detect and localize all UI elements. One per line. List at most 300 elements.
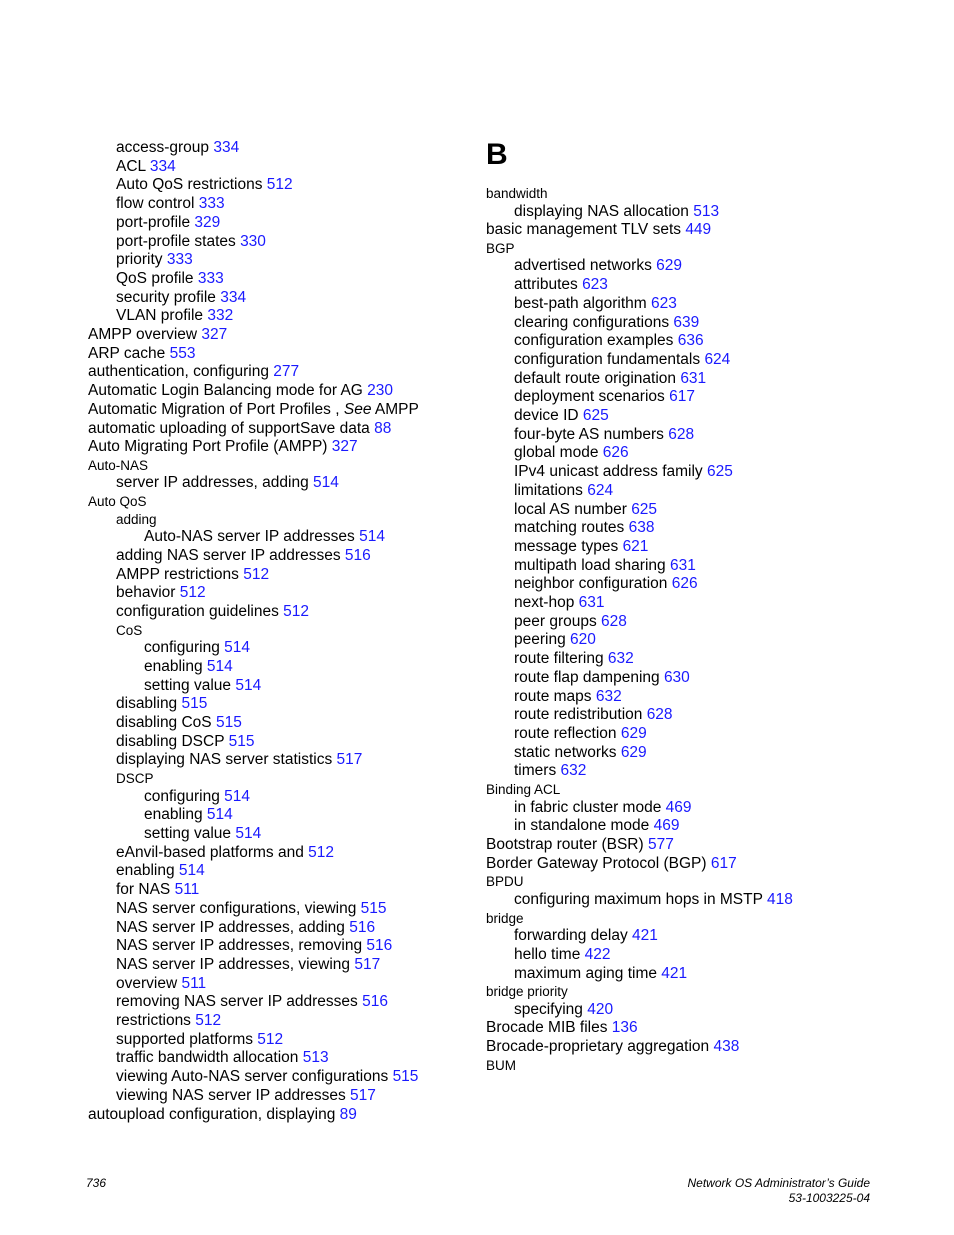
page-link[interactable]: 628 <box>668 425 695 443</box>
page-link[interactable]: 624 <box>587 481 614 499</box>
page-link[interactable]: 514 <box>224 787 251 805</box>
index-entry <box>486 594 916 613</box>
index-entry <box>88 1106 468 1125</box>
index-entry <box>88 307 468 326</box>
page-link[interactable]: 514 <box>235 825 262 842</box>
page-link[interactable]: 514 <box>359 528 385 546</box>
entry-text: timers <box>514 762 561 780</box>
section-letter-heading: B <box>486 138 508 171</box>
page-number: 736 <box>86 1176 107 1190</box>
page-link[interactable]: 623 <box>651 294 677 312</box>
page-link[interactable]: 511 <box>174 881 200 899</box>
page-link[interactable]: 422 <box>584 945 611 963</box>
index-subheading <box>88 770 468 788</box>
entry-text: removing NAS server IP addresses <box>116 993 363 1011</box>
see-target: AMPP <box>371 400 419 418</box>
entry-text: flow control <box>116 195 199 213</box>
entry-text: peering <box>514 631 571 649</box>
entry-text: configuration fundamentals <box>514 350 705 368</box>
index-entry <box>88 1031 468 1050</box>
entry-text: local AS number <box>514 500 632 518</box>
entry-text: server IP addresses, adding <box>116 474 314 492</box>
page-link[interactable]: 639 <box>673 313 700 331</box>
page-link[interactable]: 514 <box>235 676 262 694</box>
entry-text: setting value <box>144 676 236 694</box>
index-entry <box>88 270 468 289</box>
entry-text: Border Gateway Protocol (BGP) <box>486 854 711 872</box>
see-reference: See <box>343 400 372 418</box>
entry-text: Automatic Migration of Port Profiles , <box>88 400 344 418</box>
index-entry <box>486 650 916 669</box>
page-link[interactable]: 516 <box>344 546 371 564</box>
page-link[interactable]: 517 <box>336 751 363 769</box>
page-link[interactable]: 334 <box>220 288 247 306</box>
entry-text: default route origination <box>514 369 681 387</box>
index-entry <box>88 844 468 863</box>
page-link[interactable]: 629 <box>620 743 647 761</box>
page-link[interactable]: 469 <box>653 817 680 835</box>
entry-text: device ID <box>514 407 583 425</box>
index-entry <box>486 965 916 984</box>
page-link[interactable]: 327 <box>201 326 228 344</box>
index-entry <box>88 214 468 233</box>
page-link[interactable]: 330 <box>240 232 266 250</box>
page-link[interactable]: 625 <box>631 500 658 518</box>
entry-text: adding NAS server IP addresses <box>116 546 345 564</box>
page-link[interactable]: 512 <box>257 1030 284 1048</box>
page-link[interactable]: 514 <box>224 639 251 657</box>
page-link[interactable]: 438 <box>713 1038 740 1056</box>
index-right-column <box>486 139 916 1074</box>
entry-text: for NAS <box>116 881 175 899</box>
index-entry <box>88 363 468 382</box>
entry-text: deployment scenarios <box>514 388 670 406</box>
index-subheading <box>88 622 468 640</box>
page-link[interactable]: 515 <box>215 713 242 731</box>
page-link[interactable]: 626 <box>602 444 629 462</box>
entry-text: enabling <box>144 806 207 824</box>
page-link[interactable]: 517 <box>354 955 381 973</box>
entry-text: maximum aging time <box>514 964 662 982</box>
index-entry <box>486 463 916 482</box>
entry-text: Auto-NAS <box>88 457 149 473</box>
page-link[interactable]: 512 <box>179 584 206 602</box>
index-entry <box>88 289 468 308</box>
entry-text: restrictions <box>116 1012 196 1030</box>
entry-text: configuring <box>144 787 225 805</box>
index-entry <box>486 946 916 965</box>
entry-text: setting value <box>144 825 236 842</box>
page-link[interactable]: 513 <box>302 1049 329 1067</box>
entry-text: Binding ACL <box>486 782 561 798</box>
index-entry <box>486 557 916 576</box>
page-link[interactable]: 327 <box>331 438 358 456</box>
page-link[interactable]: 89 <box>339 1105 357 1123</box>
page-link[interactable]: 638 <box>628 519 655 537</box>
entry-text: Automatic Login Balancing mode for AG <box>88 382 368 400</box>
entry-text: viewing NAS server IP addresses <box>116 1086 351 1104</box>
entry-text: in fabric cluster mode <box>514 798 666 816</box>
index-entry <box>88 420 468 439</box>
entry-text: forwarding delay <box>514 927 633 945</box>
entry-text: VLAN profile <box>116 307 208 325</box>
page-link[interactable]: 513 <box>693 202 720 220</box>
page-link[interactable]: 515 <box>181 695 208 713</box>
page-link[interactable]: 631 <box>578 594 605 612</box>
index-subheading <box>88 457 468 475</box>
page-link[interactable]: 625 <box>582 407 609 425</box>
entry-text: configuration examples <box>514 332 678 350</box>
index-entry <box>486 1038 916 1057</box>
index-entry <box>88 695 468 714</box>
entry-text: ARP cache <box>88 344 170 362</box>
index-entry <box>486 332 916 351</box>
page-link[interactable]: 628 <box>646 706 673 724</box>
entry-text: configuring <box>144 639 225 657</box>
index-entry <box>486 613 916 632</box>
entry-text: DSCP <box>116 771 154 787</box>
page-link[interactable]: 636 <box>677 332 704 350</box>
page-link[interactable]: 553 <box>169 344 196 362</box>
entry-text: Brocade MIB files <box>486 1019 612 1037</box>
entry-text: Auto-NAS server IP addresses <box>144 528 360 546</box>
index-entry <box>88 176 468 195</box>
entry-text: IPv4 unicast address family <box>514 463 707 481</box>
entry-text: BGP <box>486 240 515 256</box>
entry-text: NAS server IP addresses, removing <box>116 937 367 955</box>
index-entry <box>88 993 468 1012</box>
page-link[interactable]: 421 <box>632 927 658 945</box>
index-entry <box>88 937 468 956</box>
index-entry <box>88 751 468 770</box>
entry-text: BUM <box>486 1057 516 1073</box>
page-link[interactable]: 418 <box>766 890 793 908</box>
page-link[interactable]: 512 <box>243 565 270 583</box>
index-subheading <box>88 493 468 511</box>
entry-text: behavior <box>116 584 180 602</box>
page-link[interactable]: 516 <box>362 993 388 1011</box>
entry-text: NAS server configurations, viewing <box>116 899 361 917</box>
entry-text: eAnvil-based platforms and <box>116 843 309 861</box>
entry-text: peer groups <box>514 612 602 630</box>
index-left-column <box>88 139 468 1124</box>
page-link[interactable]: 512 <box>308 843 335 861</box>
index-entry <box>88 603 468 622</box>
entry-text: NAS server IP addresses, adding <box>116 918 350 936</box>
entry-text: supported platforms <box>116 1030 258 1048</box>
index-entry <box>486 370 916 389</box>
index-entry <box>88 584 468 603</box>
index-entry <box>486 1001 916 1020</box>
index-entry <box>486 519 916 538</box>
index-entry <box>486 688 916 707</box>
page-link[interactable]: 630 <box>663 668 690 686</box>
entry-text: multipath load sharing <box>514 556 670 574</box>
entry-text: NAS server IP addresses, viewing <box>116 955 355 973</box>
index-entry <box>486 669 916 688</box>
page-link[interactable]: 469 <box>665 798 692 816</box>
index-subheading <box>486 240 916 258</box>
page-link[interactable]: 577 <box>647 836 674 853</box>
entry-text: route maps <box>514 687 596 705</box>
entry-text: displaying NAS server statistics <box>116 751 337 769</box>
index-subheading <box>486 910 916 928</box>
entry-text: displaying NAS allocation <box>514 202 694 220</box>
page-link[interactable]: 617 <box>710 854 737 872</box>
page-link[interactable]: 421 <box>661 964 688 982</box>
index-entry <box>88 733 468 752</box>
index-entry <box>486 221 916 240</box>
entry-text: hello time <box>514 945 585 963</box>
page-link[interactable]: 329 <box>194 213 221 231</box>
index-entry <box>88 788 468 807</box>
index-entry <box>486 203 916 222</box>
entry-text: bandwidth <box>486 186 548 201</box>
doc-number: 53-1003225-04 <box>788 1191 870 1205</box>
index-entry <box>486 444 916 463</box>
page-link[interactable]: 516 <box>366 937 393 955</box>
entry-text: limitations <box>514 481 588 499</box>
index-entry <box>88 528 468 547</box>
entry-text: four-byte AS numbers <box>514 425 669 443</box>
page-link[interactable]: 623 <box>582 276 608 294</box>
page-link[interactable]: 420 <box>587 1000 614 1018</box>
entry-text: in standalone mode <box>514 817 654 835</box>
index-entry <box>88 251 468 270</box>
entry-text: global mode <box>514 444 603 462</box>
index-entry <box>486 855 916 874</box>
page-link[interactable]: 515 <box>228 732 255 750</box>
entry-text: specifying <box>514 1000 588 1018</box>
entry-text: autoupload configuration, displaying <box>88 1105 340 1123</box>
entry-text: access-group <box>116 139 214 156</box>
entry-text: message types <box>514 537 623 555</box>
entry-text: Auto Migrating Port Profile (AMPP) <box>88 438 332 456</box>
index-entry <box>486 836 916 855</box>
page-link[interactable]: 277 <box>273 363 300 381</box>
entry-text: bridge priority <box>486 984 568 1000</box>
page-link[interactable]: 515 <box>392 1068 419 1086</box>
index-entry <box>88 677 468 696</box>
page-link[interactable]: 512 <box>283 602 310 620</box>
page-link[interactable]: 515 <box>360 899 387 917</box>
entry-text: advertised networks <box>514 257 657 275</box>
index-entry <box>486 725 916 744</box>
entry-text: route reflection <box>514 724 621 742</box>
index-subheading <box>88 511 468 529</box>
entry-text: priority <box>116 251 167 269</box>
entry-text: security profile <box>116 288 221 306</box>
index-entry <box>88 806 468 825</box>
index-entry <box>88 975 468 994</box>
entry-text: viewing Auto-NAS server configurations <box>116 1068 393 1086</box>
entry-text: CoS <box>116 622 143 638</box>
index-entry <box>88 1049 468 1068</box>
index-entry <box>486 482 916 501</box>
entry-text: route flap dampening <box>514 668 664 686</box>
index-entry <box>486 631 916 650</box>
index-entry <box>486 407 916 426</box>
entry-text: configuring maximum hops in MSTP <box>514 890 767 908</box>
index-entry <box>486 799 916 818</box>
entry-text: route redistribution <box>514 706 647 724</box>
index-subheading <box>486 873 916 891</box>
index-entry <box>88 881 468 900</box>
entry-text: next-hop <box>514 594 579 612</box>
index-entry <box>486 257 916 276</box>
page-link[interactable]: 625 <box>706 463 733 481</box>
index-entry <box>88 1012 468 1031</box>
entry-text: ACL <box>116 157 150 175</box>
entry-text: bridge <box>486 910 524 926</box>
index-entry <box>486 295 916 314</box>
index-entry <box>486 276 916 295</box>
index-entry <box>88 714 468 733</box>
page-link[interactable]: 632 <box>595 687 622 705</box>
entry-text: basic management TLV sets <box>486 221 686 239</box>
entry-text: clearing configurations <box>514 313 674 331</box>
page-link[interactable]: 333 <box>198 195 225 213</box>
page-link[interactable]: 514 <box>206 657 233 675</box>
page-link[interactable]: 629 <box>656 257 683 275</box>
index-subheading <box>486 781 916 799</box>
page-link[interactable]: 449 <box>685 221 712 239</box>
page-link[interactable]: 631 <box>680 369 707 387</box>
entry-text: BPDU <box>486 874 524 890</box>
footer-guide-info <box>687 1176 870 1206</box>
page-link[interactable]: 332 <box>207 307 234 325</box>
page-link[interactable]: 631 <box>669 556 696 574</box>
page-link[interactable]: 514 <box>206 806 233 824</box>
entry-text: adding <box>116 511 157 527</box>
entry-text: automatic uploading of supportSave data <box>88 419 375 437</box>
entry-text: Brocade-proprietary aggregation <box>486 1038 714 1056</box>
entry-text: static networks <box>514 743 621 761</box>
page-link[interactable]: 632 <box>607 650 634 668</box>
entry-text: disabling DSCP <box>116 732 229 750</box>
page-link[interactable]: 628 <box>601 612 627 630</box>
index-entry <box>486 762 916 781</box>
page-link[interactable]: 632 <box>560 762 587 780</box>
entry-text: neighbor configuration <box>514 575 672 593</box>
index-entry <box>88 195 468 214</box>
page-link[interactable]: 88 <box>374 419 392 437</box>
index-entry <box>88 401 468 420</box>
index-entry <box>486 744 916 763</box>
page-link[interactable]: 514 <box>313 474 339 492</box>
entry-text: QoS profile <box>116 269 198 287</box>
index-entry <box>486 388 916 407</box>
index-subheading <box>486 1057 916 1075</box>
index-entry <box>88 956 468 975</box>
index-entry <box>88 345 468 364</box>
index-entry <box>88 438 468 457</box>
index-entry <box>88 566 468 585</box>
index-entry <box>486 575 916 594</box>
entry-text: Auto QoS <box>88 494 147 510</box>
entry-text: route filtering <box>514 650 608 668</box>
index-entry <box>486 1019 916 1038</box>
page-link[interactable]: 333 <box>166 251 193 269</box>
page-link[interactable]: 333 <box>197 269 224 287</box>
index-entry <box>88 658 468 677</box>
index-entry <box>88 1087 468 1106</box>
page-link[interactable]: 334 <box>213 139 240 156</box>
entry-text: AMPP overview <box>88 326 202 344</box>
entry-text: disabling CoS <box>116 713 216 731</box>
index-entry <box>486 314 916 333</box>
entry-text: Bootstrap router (BSR) <box>486 836 648 853</box>
page-link[interactable]: 626 <box>671 575 698 593</box>
index-entry <box>88 547 468 566</box>
entry-text: disabling <box>116 695 182 713</box>
index-subheading <box>486 185 916 203</box>
page-link[interactable]: 617 <box>669 388 695 406</box>
page-link[interactable]: 629 <box>620 724 647 742</box>
entry-text: overview <box>116 974 182 992</box>
entry-text: port-profile states <box>116 232 241 250</box>
page-link[interactable]: 230 <box>367 382 394 400</box>
index-entry <box>88 233 468 252</box>
page-link[interactable]: 511 <box>181 974 207 992</box>
page-link[interactable]: 514 <box>178 862 205 880</box>
index-entry <box>88 326 468 345</box>
entry-text: enabling <box>144 657 207 675</box>
index-entry <box>486 891 916 910</box>
page-link[interactable]: 517 <box>350 1086 376 1104</box>
index-entry <box>486 927 916 946</box>
entry-text: configuration guidelines <box>116 602 284 620</box>
entry-text: matching routes <box>514 519 629 537</box>
right-entries <box>486 185 916 1074</box>
index-entry <box>486 706 916 725</box>
guide-title: Network OS Administrator’s Guide <box>687 1176 870 1190</box>
page-link[interactable]: 621 <box>622 537 649 555</box>
index-entry <box>88 1068 468 1087</box>
entry-text: AMPP restrictions <box>116 565 244 583</box>
index-entry <box>486 501 916 520</box>
entry-text: attributes <box>514 276 583 294</box>
entry-text: port-profile <box>116 213 195 231</box>
index-entry <box>88 474 468 493</box>
index-entry <box>486 426 916 445</box>
index-entry <box>486 351 916 370</box>
index-entry <box>486 817 916 836</box>
entry-text: Auto QoS restrictions <box>116 176 267 194</box>
page-link[interactable]: 512 <box>266 176 293 194</box>
index-entry <box>88 139 468 158</box>
page-link[interactable]: 512 <box>195 1012 222 1030</box>
entry-text: traffic bandwidth allocation <box>116 1049 303 1067</box>
index-entry <box>88 382 468 401</box>
entry-text: authentication, configuring <box>88 363 274 381</box>
index-entry <box>486 538 916 557</box>
page-link[interactable]: 334 <box>149 157 176 175</box>
page-link[interactable]: 624 <box>704 350 731 368</box>
page-link[interactable]: 620 <box>570 631 596 649</box>
entry-text: best-path algorithm <box>514 294 651 312</box>
index-entry <box>88 862 468 881</box>
index-entry <box>88 639 468 658</box>
index-entry <box>88 900 468 919</box>
index-entry <box>88 919 468 938</box>
entry-text: enabling <box>116 862 179 880</box>
page-link[interactable]: 516 <box>349 918 376 936</box>
index-entry <box>88 158 468 177</box>
index-subheading <box>486 983 916 1001</box>
index-entry <box>88 825 468 844</box>
page-link[interactable]: 136 <box>611 1019 638 1037</box>
